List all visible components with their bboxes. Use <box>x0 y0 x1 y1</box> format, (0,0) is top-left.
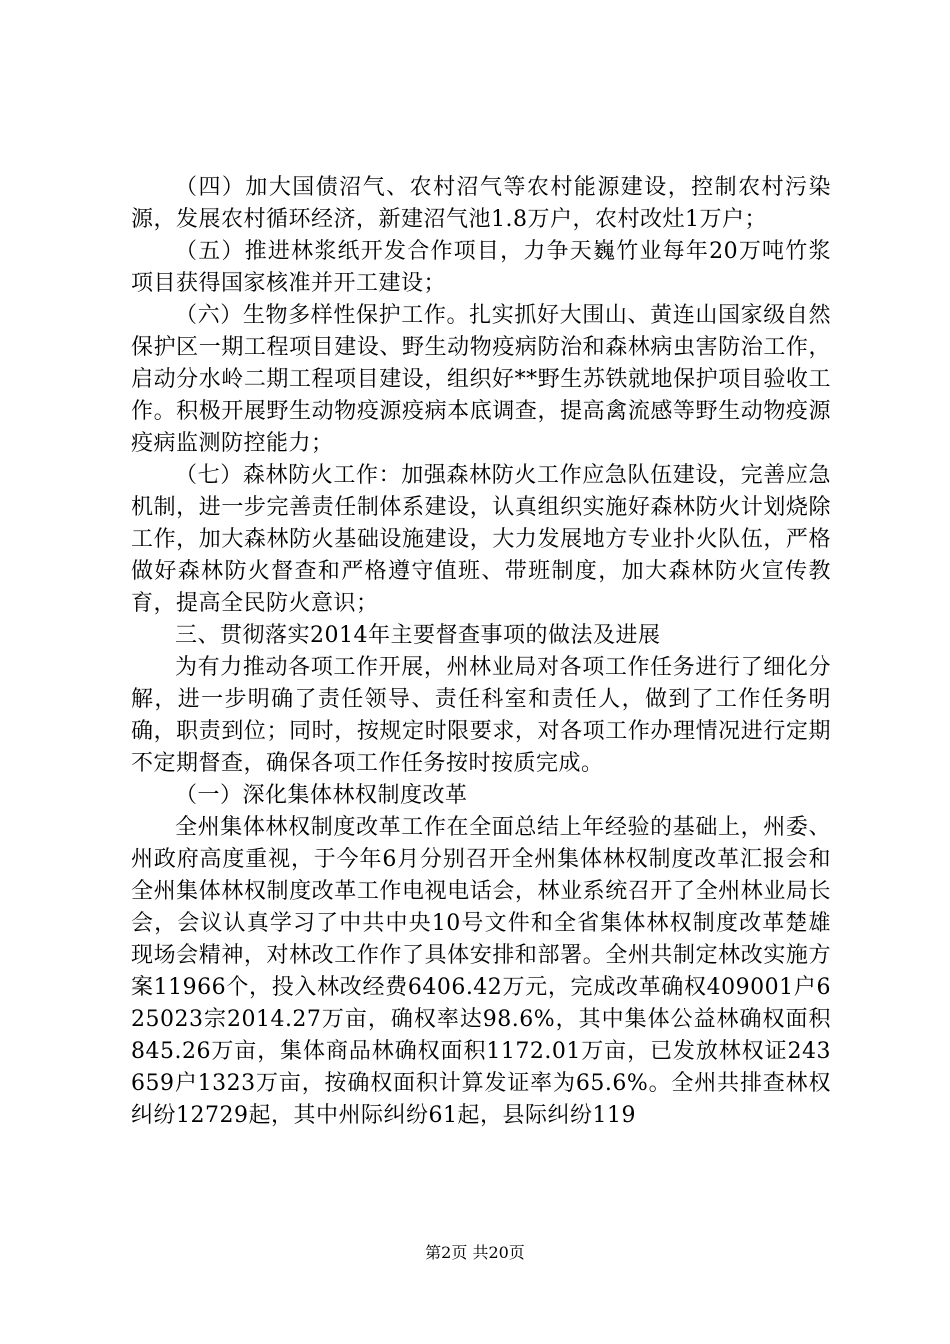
page-footer: 第2页 共20页 <box>425 1243 525 1262</box>
document-body <box>131 172 831 1132</box>
paragraph-forest-reform: 全州集体林权制度改革工作在全面总结上年经验的基础上，州委、州政府高度重视，于今年6月分别召开全州集体林权制度改革汇报会和全州集体林权制度改革工作电视电话会，林业系统召开了全州林业局长会，会议认真学习了中共中央10号文件和全省集体林权制度改革楚雄现场会精神，对林改工作作了具体安排和部署。全州共制定林改实施方案11966个，投入林改经费6406.42万元，完成改革确权409001户625023宗2014.27万亩，确权率达98.6%，其中集体公益林确权面积845.26万亩，集体商品林确权面积1172.01万亩，已发放林权证243659户1323万亩，按确权面积计算发证率为65.6%。全州共排查林权纠纷12729起，其中州际纠纷61起，县际纠纷119 <box>131 815 831 1128</box>
section-heading-3: 三、贯彻落实2014年主要督查事项的做法及进展 <box>175 623 661 648</box>
paragraph-item-5: （五）推进林浆纸开发合作项目，力争天巍竹业每年20万吨竹浆项目获得国家核准并开工建设； <box>131 239 831 296</box>
paragraph-item-6: （六）生物多样性保护工作。扎实抓好大围山、黄连山国家级自然保护区一期工程项目建设、野生动物疫病防治和森林病虫害防治工作，启动分水岭二期工程项目建设，组织好**野生苏铁就地保护项目验收工作。积极开展野生动物疫源疫病本底调查，提高禽流感等野生动物疫源疫病监测防控能力； <box>131 303 831 456</box>
subsection-heading-1: （一）深化集体林权制度改革 <box>175 783 468 808</box>
paragraph-item-4: （四）加大国债沼气、农村沼气等农村能源建设，控制农村污染源，发展农村循环经济，新建沼气池1.8万户，农村改灶1万户； <box>131 175 831 232</box>
paragraph-item-7: （七）森林防火工作：加强森林防火工作应急队伍建设，完善应急机制，进一步完善责任制体系建设，认真组织实施好森林防火计划烧除工作，加大森林防火基础设施建设，大力发展地方专业扑火队伍，严格做好森林防火督查和严格遵守值班、带班制度，加大森林防火宣传教育，提高全民防火意识； <box>131 463 831 616</box>
paragraph-intro: 为有力推动各项工作开展，州林业局对各项工作任务进行了细化分解，进一步明确了责任领导、责任科室和责任人，做到了工作任务明确，职责到位；同时，按规定时限要求，对各项工作办理情况进行定期不定期督查，确保各项工作任务按时按质完成。 <box>131 655 831 776</box>
